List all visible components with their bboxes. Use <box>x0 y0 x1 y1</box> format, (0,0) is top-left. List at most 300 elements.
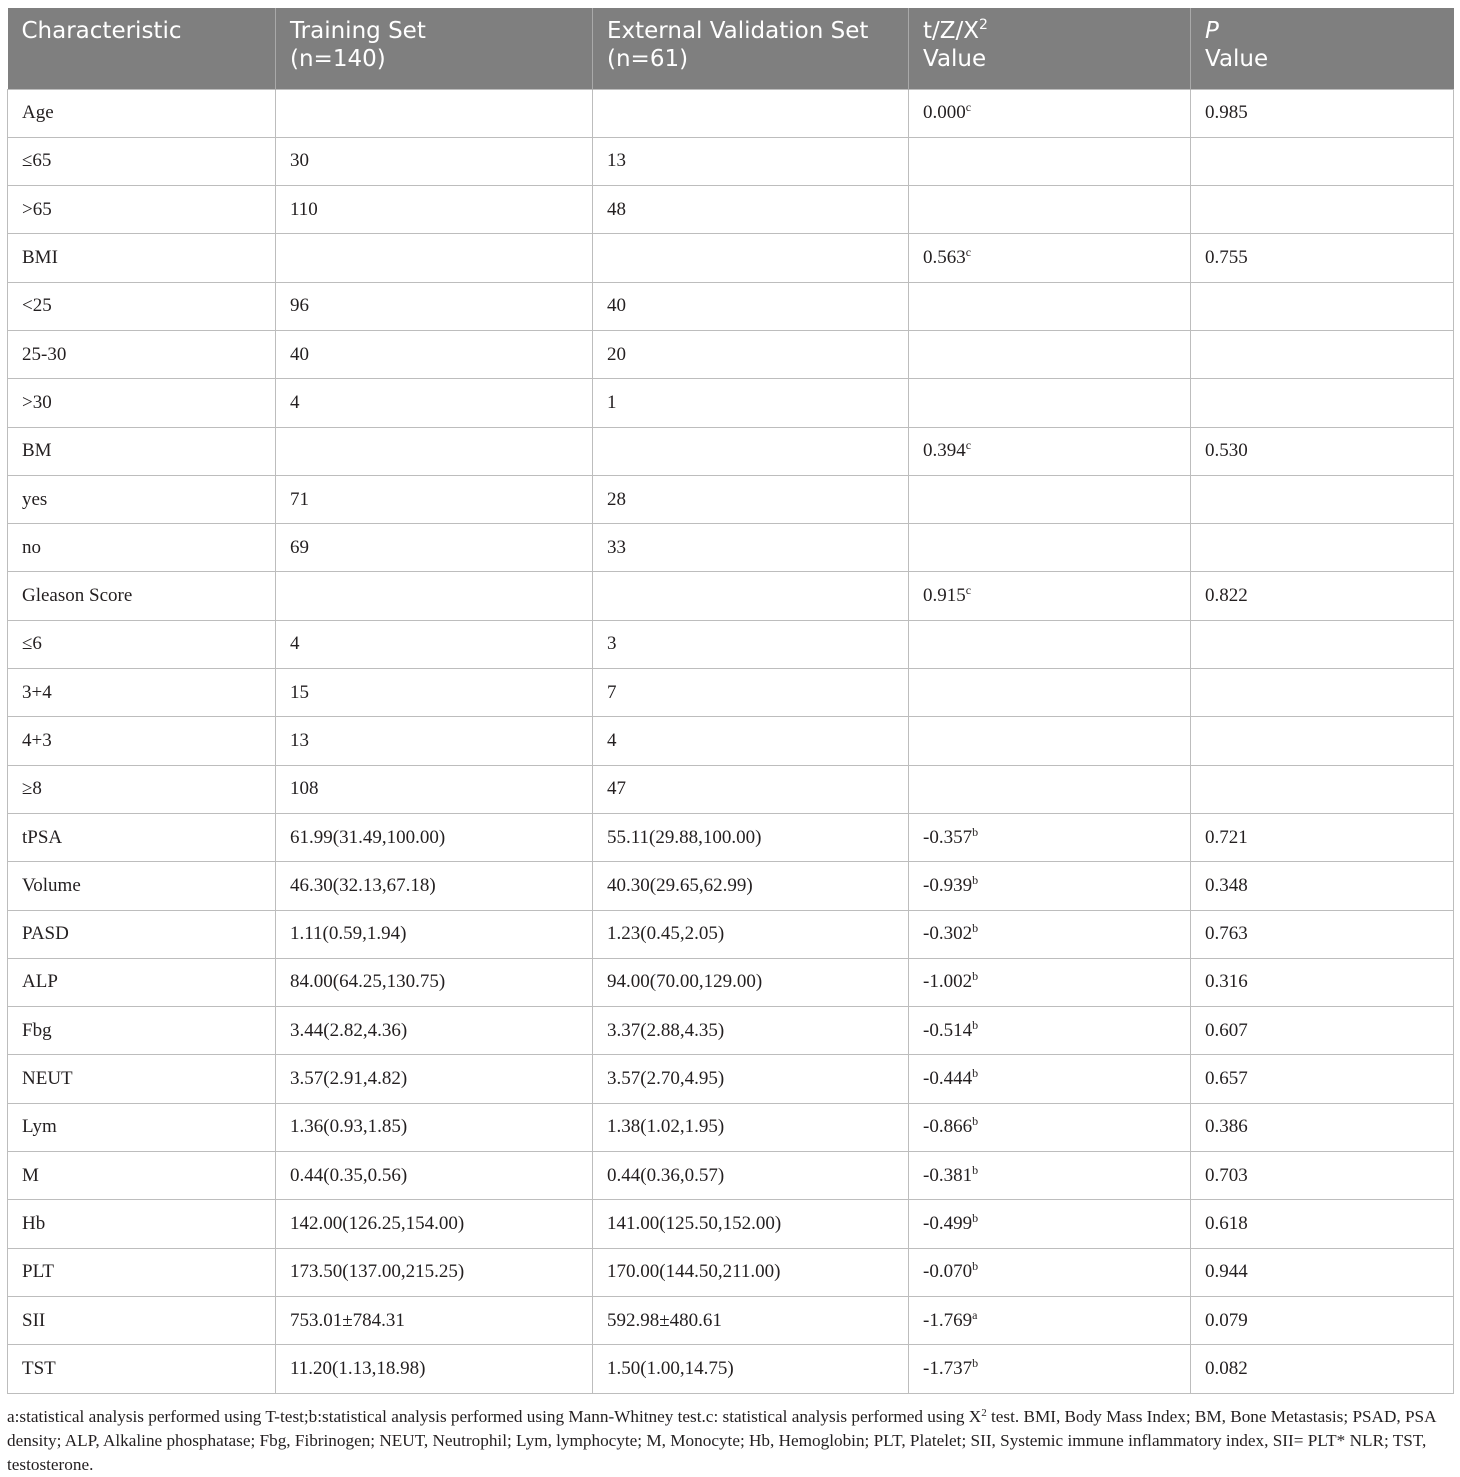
cell-p-value-text: 0.703 <box>1205 1164 1248 1186</box>
header-row <box>8 8 1454 89</box>
cell-characteristic <box>8 475 276 523</box>
cell-characteristic-text: 4+3 <box>22 730 52 751</box>
cell-training-text: 71 <box>290 488 309 510</box>
cell-p-value <box>1191 1296 1454 1344</box>
cell-characteristic <box>8 1248 276 1296</box>
cell-p-value <box>1191 1055 1454 1103</box>
cell-statistic-text: 0.915 <box>923 585 966 607</box>
characteristics-table <box>7 8 1454 1394</box>
cell-validation <box>593 282 909 330</box>
cell-characteristic <box>8 669 276 717</box>
cell-statistic-superscript: b <box>972 1066 979 1081</box>
cell-statistic <box>909 765 1191 813</box>
cell-validation-text: 28 <box>607 488 626 510</box>
cell-training <box>276 524 593 572</box>
cell-validation <box>593 1248 909 1296</box>
cell-validation-text: 3.37(2.88,4.35) <box>607 1019 725 1041</box>
cell-characteristic-text: BM <box>22 440 52 462</box>
cell-statistic-superscript: b <box>972 969 979 984</box>
table-row <box>8 137 1454 185</box>
cell-statistic <box>909 1296 1191 1344</box>
cell-p-value <box>1191 669 1454 717</box>
cell-statistic <box>909 910 1191 958</box>
cell-statistic <box>909 524 1191 572</box>
cell-characteristic <box>8 1152 276 1200</box>
cell-characteristic <box>8 620 276 668</box>
cell-statistic <box>909 1055 1191 1103</box>
cell-statistic-superscript: a <box>972 1307 978 1322</box>
table-footnote <box>7 1405 1457 1477</box>
cell-training <box>276 282 593 330</box>
cell-validation-text: 1.38(1.02,1.95) <box>607 1116 725 1138</box>
cell-characteristic-text: no <box>22 536 41 558</box>
table-row <box>8 1152 1454 1200</box>
cell-training <box>276 620 593 668</box>
cell-statistic <box>909 330 1191 378</box>
cell-statistic <box>909 717 1191 765</box>
cell-statistic <box>909 958 1191 1006</box>
cell-validation <box>593 524 909 572</box>
cell-statistic <box>909 475 1191 523</box>
table-row <box>8 89 1454 137</box>
cell-characteristic <box>8 137 276 185</box>
table-row <box>8 524 1454 572</box>
cell-training-text: 30 <box>290 150 309 172</box>
cell-training-text: 11.20(1.13,18.98) <box>290 1357 426 1379</box>
cell-statistic-text: -0.499 <box>923 1212 973 1234</box>
cell-training <box>276 1200 593 1248</box>
table-row <box>8 958 1454 1006</box>
footnote-part2: test. BMI, Body Mass Index; BM, Bone Metastasis; PSAD, PSA density; ALP, Alkaline phosphatase; Fbg, Fibrinogen; NEUT, Neutrophil; Lym, lymphocyte; M, Monocyte; Hb, Hemoglobin; PLT, Platelet; SII, Systemic immune inflammatory index, SII= PLT* NLR; TST, testosterone. <box>7 1407 1436 1474</box>
cell-validation-text: 0.44(0.36,0.57) <box>607 1164 725 1186</box>
header-statistic-sup: 2 <box>979 17 988 33</box>
cell-training <box>276 1345 593 1393</box>
cell-statistic-text: -0.939 <box>923 874 973 896</box>
header-p-line2: Value <box>1205 46 1269 72</box>
cell-p-value <box>1191 958 1454 1006</box>
header-characteristic-label: Characteristic <box>21 18 182 44</box>
cell-characteristic <box>8 89 276 137</box>
cell-p-value <box>1191 524 1454 572</box>
cell-characteristic-text: <25 <box>22 295 52 317</box>
cell-characteristic-text: 3+4 <box>22 681 52 703</box>
cell-validation <box>593 862 909 910</box>
table-row <box>8 620 1454 668</box>
cell-statistic-superscript: b <box>972 1355 979 1370</box>
header-statistic-line1: t/Z/X <box>923 18 980 44</box>
cell-training <box>276 330 593 378</box>
table-row <box>8 475 1454 523</box>
cell-training-text: 108 <box>290 778 319 800</box>
cell-validation <box>593 1345 909 1393</box>
cell-characteristic <box>8 572 276 620</box>
cell-training <box>276 1248 593 1296</box>
cell-p-value <box>1191 862 1454 910</box>
cell-statistic-superscript: b <box>972 872 979 887</box>
cell-training-text: 3.44(2.82,4.36) <box>290 1019 408 1041</box>
cell-statistic <box>909 1345 1191 1393</box>
cell-training-text: 1.36(0.93,1.85) <box>290 1116 408 1138</box>
cell-statistic <box>909 862 1191 910</box>
cell-characteristic-text: ≥8 <box>22 778 42 800</box>
cell-p-value <box>1191 379 1454 427</box>
cell-characteristic-text: NEUT <box>22 1068 73 1090</box>
cell-training <box>276 1103 593 1151</box>
table-row <box>8 862 1454 910</box>
cell-statistic <box>909 282 1191 330</box>
cell-training <box>276 958 593 1006</box>
table-row <box>8 234 1454 282</box>
cell-training-text: 69 <box>290 536 309 558</box>
cell-statistic <box>909 1152 1191 1200</box>
cell-p-value-text: 0.822 <box>1205 585 1248 607</box>
cell-validation <box>593 620 909 668</box>
cell-characteristic-text: 25-30 <box>22 343 67 365</box>
cell-characteristic <box>8 282 276 330</box>
cell-p-value-text: 0.607 <box>1205 1019 1248 1041</box>
cell-validation <box>593 475 909 523</box>
cell-statistic-text: 0.394 <box>923 440 966 462</box>
cell-training <box>276 1055 593 1103</box>
cell-p-value-text: 0.657 <box>1205 1068 1248 1090</box>
cell-characteristic-text: PLT <box>22 1261 55 1283</box>
table-row <box>8 1055 1454 1103</box>
cell-statistic-text: 0.000 <box>923 102 966 124</box>
cell-training <box>276 813 593 861</box>
footnote-sup: 2 <box>981 1407 987 1419</box>
cell-p-value <box>1191 572 1454 620</box>
cell-p-value <box>1191 1103 1454 1151</box>
cell-statistic <box>909 1103 1191 1151</box>
cell-validation-text: 40 <box>607 295 626 317</box>
cell-validation-text: 13 <box>607 150 626 172</box>
cell-characteristic <box>8 958 276 1006</box>
header-training-line2: (n=140) <box>290 46 386 72</box>
cell-training <box>276 1152 593 1200</box>
cell-validation <box>593 958 909 1006</box>
cell-p-value <box>1191 137 1454 185</box>
header-validation-line1: External Validation Set <box>607 18 869 44</box>
cell-p-value-text: 0.386 <box>1205 1116 1248 1138</box>
cell-validation-text: 55.11(29.88,100.00) <box>607 826 762 848</box>
cell-statistic-superscript: b <box>972 1259 979 1274</box>
cell-training-text: 13 <box>290 730 309 751</box>
cell-training <box>276 186 593 234</box>
cell-training <box>276 717 593 765</box>
cell-statistic <box>909 427 1191 475</box>
cell-statistic-superscript: c <box>965 100 972 115</box>
table-row <box>8 427 1454 475</box>
header-characteristic <box>8 8 276 89</box>
cell-characteristic-text: BMI <box>22 247 58 269</box>
cell-training-text: 3.57(2.91,4.82) <box>290 1068 408 1090</box>
cell-validation <box>593 572 909 620</box>
cell-characteristic-text: tPSA <box>22 826 63 848</box>
cell-statistic <box>909 620 1191 668</box>
cell-characteristic-text: PASD <box>22 923 69 945</box>
cell-statistic <box>909 186 1191 234</box>
cell-validation-text: 40.30(29.65,62.99) <box>607 874 753 896</box>
cell-statistic <box>909 813 1191 861</box>
cell-training-text: 4 <box>290 633 300 655</box>
cell-training-text: 61.99(31.49,100.00) <box>290 826 446 848</box>
cell-validation-text: 3 <box>607 633 617 655</box>
cell-statistic <box>909 1007 1191 1055</box>
header-validation-line2: (n=61) <box>607 46 689 72</box>
header-statistic <box>909 8 1191 89</box>
cell-training-text: 84.00(64.25,130.75) <box>290 971 446 993</box>
table-row <box>8 379 1454 427</box>
cell-characteristic-text: Fbg <box>22 1019 52 1041</box>
cell-validation-text: 1.23(0.45,2.05) <box>607 923 725 945</box>
cell-training-text: 753.01±784.31 <box>290 1309 405 1331</box>
table-row <box>8 1296 1454 1344</box>
cell-statistic <box>909 89 1191 137</box>
cell-validation-text: 170.00(144.50,211.00) <box>607 1261 781 1283</box>
cell-p-value <box>1191 1345 1454 1393</box>
cell-statistic-superscript: b <box>972 1114 979 1129</box>
cell-training <box>276 765 593 813</box>
cell-p-value-text: 0.079 <box>1205 1309 1248 1331</box>
cell-characteristic-text: Age <box>22 102 54 124</box>
table-row <box>8 765 1454 813</box>
cell-characteristic <box>8 379 276 427</box>
cell-validation <box>593 137 909 185</box>
cell-statistic-superscript: b <box>972 1162 979 1177</box>
table-row <box>8 1200 1454 1248</box>
cell-statistic <box>909 234 1191 282</box>
cell-statistic <box>909 1248 1191 1296</box>
cell-statistic-text: -1.002 <box>923 971 973 993</box>
cell-statistic-superscript: b <box>972 1017 979 1032</box>
cell-statistic-superscript: c <box>965 438 972 453</box>
cell-training <box>276 1296 593 1344</box>
cell-validation-text: 1.50(1.00,14.75) <box>607 1357 734 1379</box>
cell-p-value-text: 0.348 <box>1205 874 1248 896</box>
cell-p-value-text: 0.985 <box>1205 102 1248 124</box>
cell-characteristic-text: SII <box>22 1309 46 1331</box>
cell-statistic-text: -0.070 <box>923 1261 973 1283</box>
cell-statistic-superscript: c <box>965 245 972 260</box>
cell-training <box>276 910 593 958</box>
cell-statistic-text: -0.514 <box>923 1019 973 1041</box>
cell-characteristic <box>8 234 276 282</box>
table-row <box>8 282 1454 330</box>
cell-statistic <box>909 572 1191 620</box>
cell-p-value <box>1191 1007 1454 1055</box>
cell-validation <box>593 1200 909 1248</box>
cell-characteristic <box>8 186 276 234</box>
cell-statistic-superscript: b <box>972 1210 979 1225</box>
table-row <box>8 1248 1454 1296</box>
cell-characteristic-text: M <box>22 1164 39 1186</box>
cell-characteristic <box>8 524 276 572</box>
cell-validation-text: 4 <box>607 730 617 751</box>
header-validation-set <box>593 8 909 89</box>
cell-characteristic <box>8 813 276 861</box>
table-row <box>8 669 1454 717</box>
table-row <box>8 813 1454 861</box>
cell-characteristic-text: Hb <box>22 1212 46 1234</box>
cell-statistic <box>909 379 1191 427</box>
cell-p-value-text: 0.082 <box>1205 1357 1248 1379</box>
cell-validation-text: 94.00(70.00,129.00) <box>607 971 763 993</box>
cell-validation-text: 20 <box>607 343 626 365</box>
header-training-line1: Training Set <box>290 18 426 44</box>
cell-p-value-text: 0.316 <box>1205 971 1248 993</box>
cell-p-value-text: 0.755 <box>1205 247 1248 269</box>
header-training-set <box>276 8 593 89</box>
cell-statistic-superscript: b <box>972 921 979 936</box>
cell-statistic-superscript: b <box>972 824 979 839</box>
cell-p-value <box>1191 813 1454 861</box>
cell-p-value <box>1191 186 1454 234</box>
cell-validation <box>593 89 909 137</box>
cell-statistic-superscript: c <box>965 583 972 598</box>
cell-validation <box>593 379 909 427</box>
cell-characteristic <box>8 427 276 475</box>
cell-characteristic-text: TST <box>22 1357 56 1379</box>
cell-training-text: 173.50(137.00,215.25) <box>290 1261 465 1283</box>
header-p-value <box>1191 8 1454 89</box>
cell-characteristic <box>8 1200 276 1248</box>
cell-validation-text: 3.57(2.70,4.95) <box>607 1068 725 1090</box>
cell-statistic <box>909 137 1191 185</box>
cell-training <box>276 572 593 620</box>
cell-training-text: 142.00(126.25,154.00) <box>290 1212 465 1234</box>
cell-statistic-text: 0.563 <box>923 247 966 269</box>
cell-p-value <box>1191 427 1454 475</box>
cell-training-text: 40 <box>290 343 309 365</box>
cell-validation <box>593 717 909 765</box>
cell-p-value <box>1191 475 1454 523</box>
cell-training-text: 96 <box>290 295 309 317</box>
table-row <box>8 910 1454 958</box>
table-row <box>8 330 1454 378</box>
cell-validation <box>593 669 909 717</box>
cell-validation <box>593 813 909 861</box>
cell-characteristic <box>8 1345 276 1393</box>
cell-characteristic-text: >30 <box>22 391 52 413</box>
cell-characteristic-text: ≤6 <box>22 633 42 655</box>
cell-characteristic-text: ≤65 <box>22 150 52 172</box>
cell-training <box>276 137 593 185</box>
cell-statistic-text: -0.302 <box>923 923 973 945</box>
cell-p-value-text: 0.944 <box>1205 1261 1248 1283</box>
table-row <box>8 572 1454 620</box>
cell-p-value <box>1191 89 1454 137</box>
cell-validation-text: 47 <box>607 778 626 800</box>
cell-p-value <box>1191 1200 1454 1248</box>
cell-validation-text: 141.00(125.50,152.00) <box>607 1212 782 1234</box>
cell-p-value <box>1191 765 1454 813</box>
cell-characteristic-text: Volume <box>22 874 81 896</box>
cell-statistic <box>909 1200 1191 1248</box>
cell-validation <box>593 1152 909 1200</box>
table-row <box>8 1103 1454 1151</box>
cell-training <box>276 234 593 282</box>
cell-characteristic <box>8 330 276 378</box>
cell-validation <box>593 427 909 475</box>
cell-characteristic <box>8 717 276 765</box>
cell-validation-text: 48 <box>607 198 626 220</box>
cell-p-value-text: 0.530 <box>1205 440 1248 462</box>
cell-characteristic-text: >65 <box>22 198 52 220</box>
cell-validation <box>593 910 909 958</box>
cell-training <box>276 862 593 910</box>
cell-statistic-text: -1.737 <box>923 1357 973 1379</box>
cell-p-value <box>1191 910 1454 958</box>
cell-p-value <box>1191 234 1454 282</box>
cell-statistic <box>909 669 1191 717</box>
cell-validation <box>593 1103 909 1151</box>
cell-validation <box>593 330 909 378</box>
cell-characteristic-text: Gleason Score <box>22 585 133 607</box>
cell-p-value <box>1191 330 1454 378</box>
cell-characteristic <box>8 1296 276 1344</box>
cell-validation <box>593 1296 909 1344</box>
table-body <box>8 89 1454 1393</box>
cell-training <box>276 475 593 523</box>
cell-p-value <box>1191 620 1454 668</box>
cell-training <box>276 669 593 717</box>
cell-validation-text: 7 <box>607 681 617 703</box>
cell-training <box>276 1007 593 1055</box>
cell-characteristic <box>8 1103 276 1151</box>
cell-characteristic <box>8 910 276 958</box>
table-row <box>8 1007 1454 1055</box>
cell-statistic-text: -1.769 <box>923 1309 973 1331</box>
cell-characteristic <box>8 765 276 813</box>
cell-statistic-text: -0.381 <box>923 1164 973 1186</box>
cell-training-text: 110 <box>290 198 318 220</box>
cell-training-text: 1.11(0.59,1.94) <box>290 923 407 945</box>
cell-validation-text: 33 <box>607 536 626 558</box>
cell-training-text: 46.30(32.13,67.18) <box>290 874 436 896</box>
cell-characteristic-text: yes <box>22 488 48 510</box>
cell-p-value-text: 0.618 <box>1205 1212 1248 1234</box>
cell-characteristic-text: Lym <box>22 1116 57 1138</box>
cell-characteristic <box>8 862 276 910</box>
cell-training <box>276 89 593 137</box>
cell-statistic-text: -0.866 <box>923 1116 973 1138</box>
table-header <box>8 8 1454 89</box>
cell-statistic-text: -0.444 <box>923 1068 973 1090</box>
cell-training <box>276 427 593 475</box>
cell-training-text: 0.44(0.35,0.56) <box>290 1164 408 1186</box>
cell-validation <box>593 1007 909 1055</box>
cell-training-text: 4 <box>290 391 300 413</box>
cell-p-value <box>1191 1248 1454 1296</box>
table-row <box>8 186 1454 234</box>
cell-validation <box>593 186 909 234</box>
cell-statistic-text: -0.357 <box>923 826 973 848</box>
cell-characteristic <box>8 1055 276 1103</box>
cell-validation <box>593 234 909 282</box>
cell-characteristic-text: ALP <box>22 971 58 993</box>
cell-p-value <box>1191 717 1454 765</box>
cell-training-text: 15 <box>290 681 309 703</box>
cell-validation <box>593 1055 909 1103</box>
cell-validation <box>593 765 909 813</box>
cell-validation-text: 592.98±480.61 <box>607 1309 722 1331</box>
cell-p-value <box>1191 1152 1454 1200</box>
cell-p-value <box>1191 282 1454 330</box>
footnote-part1: a:statistical analysis performed using T-test;b:statistical analysis performed using Mann-Whitney test.c: statistical analysis performed using X <box>7 1407 982 1426</box>
header-statistic-line2: Value <box>923 46 987 72</box>
cell-p-value-text: 0.763 <box>1205 923 1248 945</box>
cell-p-value-text: 0.721 <box>1205 826 1248 848</box>
